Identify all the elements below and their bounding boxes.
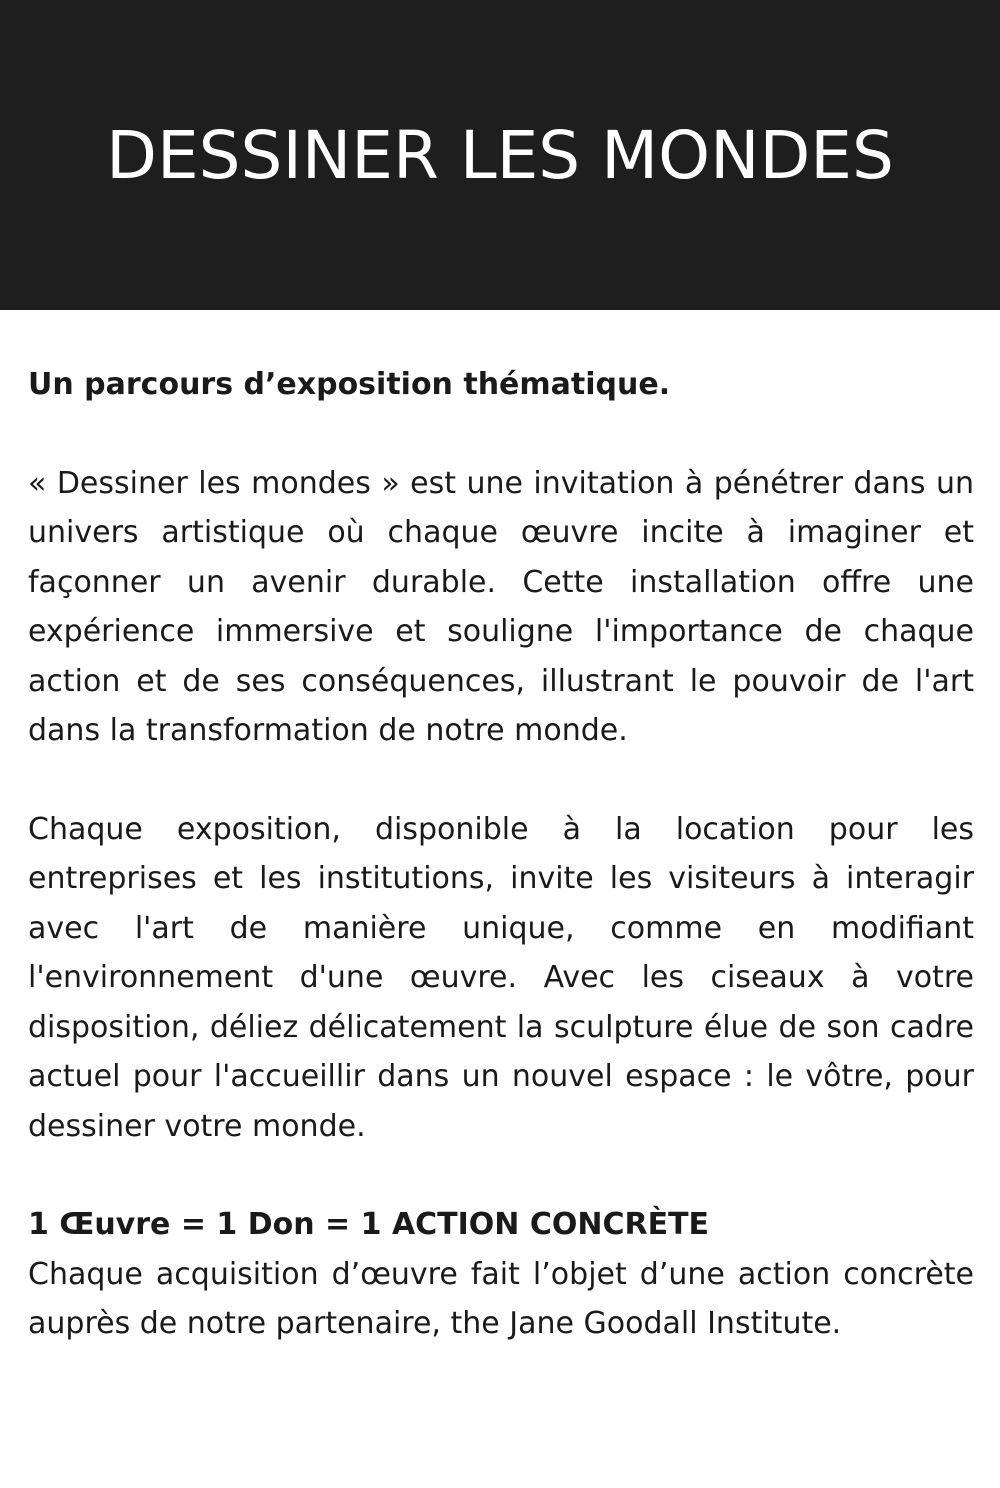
donation-text: Chaque acquisition d’œuvre fait l’objet d’une action concrète auprès de notre partenaire, the Jane Goodall Institute. <box>28 1256 974 1341</box>
intro-paragraph: « Dessiner les mondes » est une invitation à pénétrer dans un univers artistique où chaque œuvre incite à imaginer et façonner un avenir durable. Cette installation offre une expérience immersive et souligne l'importance de chaque action et de ses conséquences, illustrant le pouvoir de l'art dans la transformation de notre monde. <box>28 465 974 748</box>
donation-heading: 1 Œuvre = 1 Don = 1 ACTION CONCRÈTE <box>28 1207 710 1242</box>
main-content <box>0 310 1000 1349</box>
subtitle: Un parcours d’exposition thématique. <box>28 367 671 402</box>
header-banner <box>0 0 1000 310</box>
page-title: DESSINER LES MONDES <box>106 116 894 194</box>
exhibition-paragraph: Chaque exposition, disponible à la location pour les entreprises et les institutions, invite les visiteurs à interagir avec l'art de manière unique, comme en modifiant l'environnement d'une œuvre. Avec les ciseaux à votre disposition, déliez délicatement la sculpture élue de son cadre actuel pour l'accueillir dans un nouvel espace : le vôtre, pour dessiner votre monde. <box>28 811 974 1144</box>
